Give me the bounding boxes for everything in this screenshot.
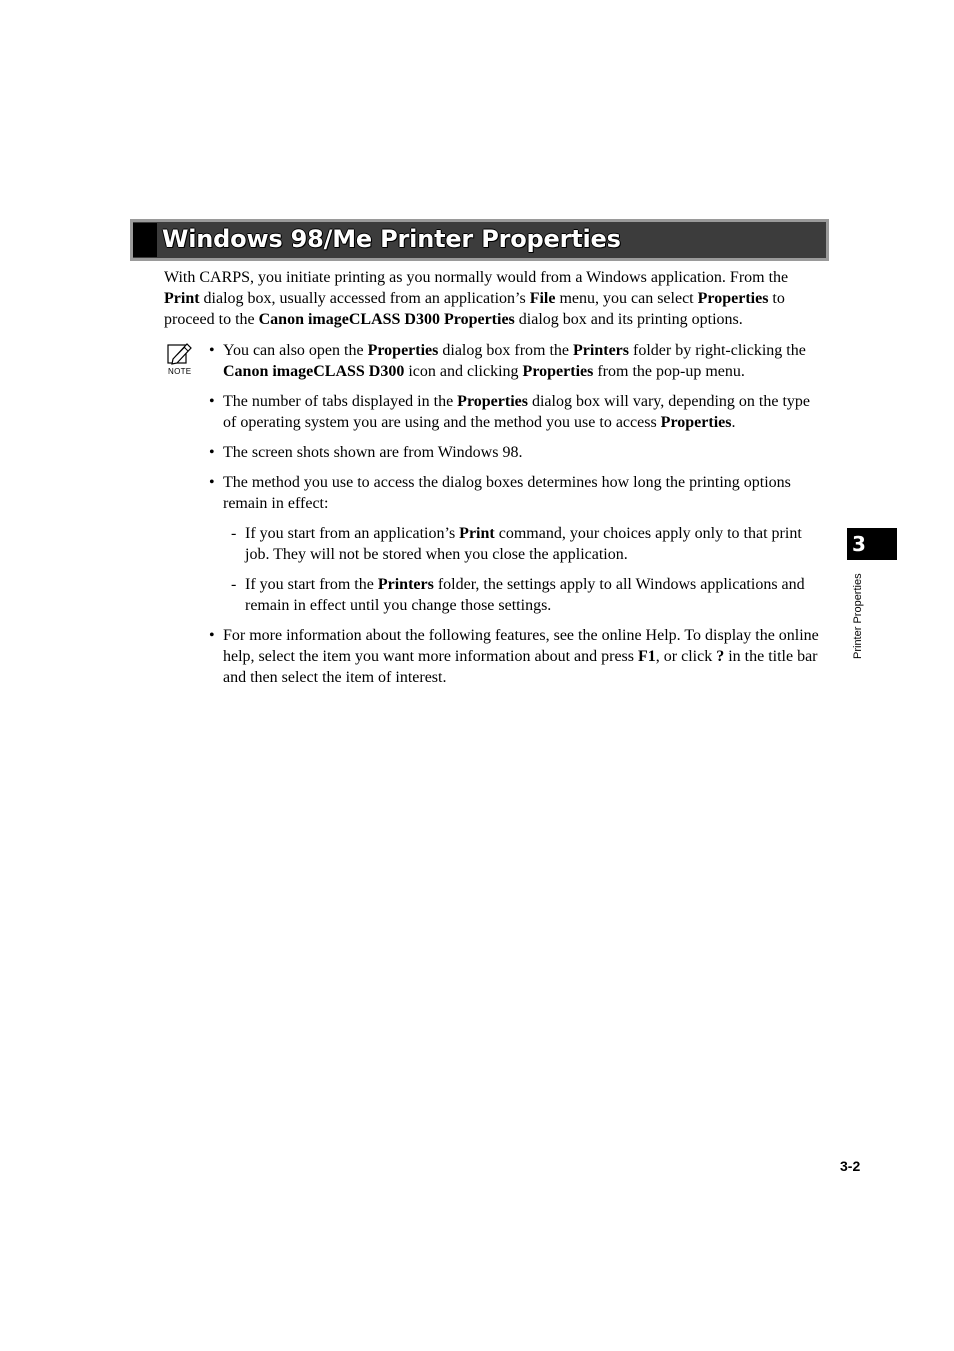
bullet-mark: • — [209, 474, 215, 491]
list-item: • You can also open the Properties dialog box from the Printers folder by right-clicking the Canon imageCLASS D300 icon and clicking Properties from the pop-up menu. — [209, 342, 806, 380]
dash-mark: - — [231, 576, 237, 593]
page-title: Windows 98/Me Printer Properties — [162, 225, 621, 253]
note-label: NOTE — [168, 367, 192, 376]
note-list — [207, 340, 827, 697]
bullet-mark: • — [209, 444, 215, 461]
bullet-mark: • — [209, 627, 215, 644]
sub-list-item: - If you start from an application’s Print command, your choices apply only to that print job. They will not be stored when you close the application. — [231, 525, 802, 563]
list-item: • The method you use to access the dialog boxes determines how long the printing options remain in effect: — [209, 474, 791, 512]
list-item: • For more information about the following features, see the online Help. To display the online help, select the item you want more information about and press F1, or click ? in the title bar and then select the item of interest. — [209, 627, 819, 686]
list-item: • The number of tabs displayed in the Properties dialog box will vary, depending on the type of operating system you are using and the method you use to access Properties. — [209, 393, 810, 431]
bullet-mark: • — [209, 393, 215, 410]
intro-paragraph: With CARPS, you initiate printing as you normally would from a Windows application. From the Print dialog box, usually accessed from an application’s File menu, you can select Properties to proceed to the Canon imageCLASS D300 Properties dialog box and its printing options. — [164, 269, 789, 328]
sub-list-item: - If you start from the Printers folder, the settings apply to all Windows applications and remain in effect until you change those settings. — [231, 576, 805, 614]
page-number: 3-2 — [840, 1158, 861, 1174]
dash-mark: - — [231, 525, 237, 542]
list-item: • The screen shots shown are from Windows 98. — [209, 444, 523, 461]
chapter-side-label: Printer Properties — [852, 573, 864, 659]
bullet-mark: • — [209, 342, 215, 359]
chapter-tab: 3 — [847, 528, 897, 560]
title-bar-marker — [133, 223, 157, 257]
